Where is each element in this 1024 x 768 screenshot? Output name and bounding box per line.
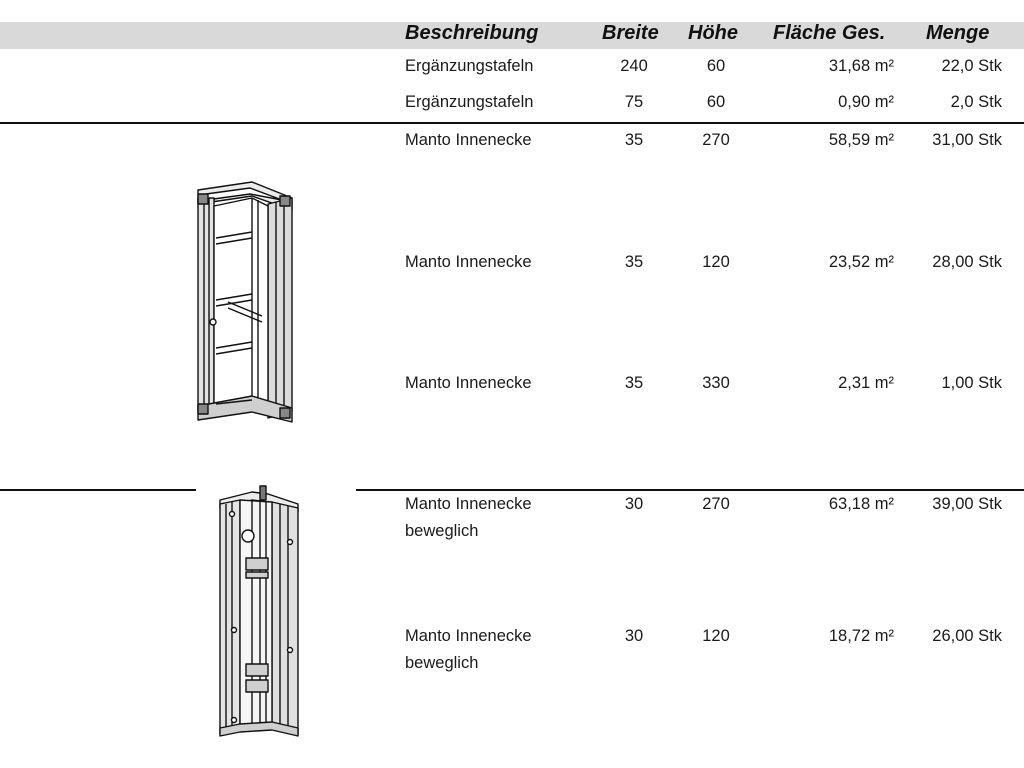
cell-hoehe: 270 xyxy=(702,495,730,513)
header-flaeche: Fläche Ges. xyxy=(773,22,886,44)
cell-breite: 35 xyxy=(624,253,644,271)
cell-menge: 1,00 Stk xyxy=(941,374,1002,392)
cell-hoehe: 60 xyxy=(706,57,726,75)
cell-beschreibung: Manto Innenecke xyxy=(405,495,532,513)
cell-flaeche: 2,31 m² xyxy=(838,374,894,392)
section-divider-left xyxy=(0,489,196,491)
cell-flaeche: 23,52 m² xyxy=(828,253,894,271)
cell-breite: 240 xyxy=(620,57,648,75)
cell-beschreibung: Ergänzungstafeln xyxy=(405,93,534,111)
cell-beschreibung: Manto Innenecke xyxy=(405,131,532,149)
cell-flaeche: 58,59 m² xyxy=(828,131,894,149)
cell-menge: 31,00 Stk xyxy=(932,131,1002,149)
cell-hoehe: 270 xyxy=(702,131,730,149)
innenecke-illustration xyxy=(192,176,298,426)
cell-breite: 30 xyxy=(624,627,644,645)
cell-menge: 26,00 Stk xyxy=(932,627,1002,645)
cell-beschreibung: Manto Innenecke xyxy=(405,253,532,271)
header-beschreibung: Beschreibung xyxy=(405,22,539,44)
cell-breite: 75 xyxy=(624,93,644,111)
cell-beschreibung: Manto Innenecke xyxy=(405,374,532,392)
section-divider xyxy=(0,122,1024,124)
cell-flaeche: 18,72 m² xyxy=(828,627,894,645)
cell-hoehe: 120 xyxy=(702,627,730,645)
cell-hoehe: 60 xyxy=(706,93,726,111)
cell-beschreibung: Manto Innenecke xyxy=(405,627,532,645)
header-hoehe: Höhe xyxy=(688,22,738,44)
cell-menge: 39,00 Stk xyxy=(932,495,1002,513)
cell-flaeche: 63,18 m² xyxy=(828,495,894,513)
innenecke-beweglich-illustration xyxy=(212,484,304,738)
cell-menge: 22,0 Stk xyxy=(941,57,1002,75)
cell-beschreibung: Ergänzungstafeln xyxy=(405,57,534,75)
cell-flaeche: 0,90 m² xyxy=(838,93,894,111)
cell-hoehe: 120 xyxy=(702,253,730,271)
cell-menge: 28,00 Stk xyxy=(932,253,1002,271)
cell-breite: 35 xyxy=(624,374,644,392)
header-menge: Menge xyxy=(926,22,990,44)
cell-flaeche: 31,68 m² xyxy=(828,57,894,75)
cell-breite: 30 xyxy=(624,495,644,513)
cell-hoehe: 330 xyxy=(702,374,730,392)
cell-beschreibung-line2: beweglich xyxy=(405,654,479,672)
cell-menge: 2,0 Stk xyxy=(950,93,1002,111)
cell-breite: 35 xyxy=(624,131,644,149)
cell-beschreibung-line2: beweglich xyxy=(405,522,479,540)
header-breite: Breite xyxy=(602,22,659,44)
